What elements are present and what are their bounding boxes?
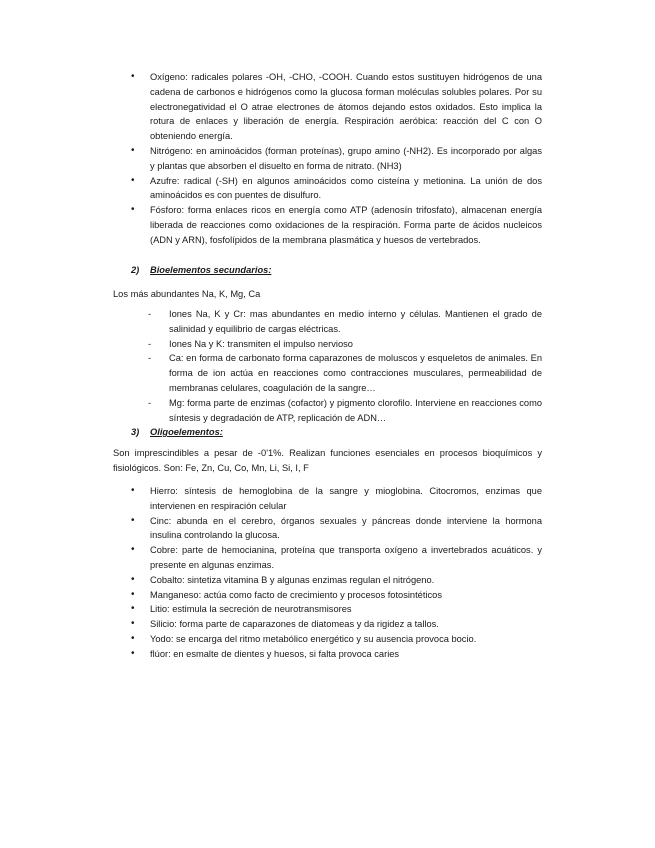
list-item: • Litio: estimula la secreción de neurotransmisores [131, 602, 542, 617]
list-item: - Ca: en forma de carbonato forma caparazones de moluscos y esqueletos de animales. En forma de ion actúa en reacciones como contracciones musculares, permeabilidad de membranas celulares, coagulación de la sangre… [148, 351, 542, 395]
paragraph: Son imprescindibles a pesar de -0'1%. Realizan funciones esenciales en procesos bioquímicos y fisiológicos. Son: Fe, Zn, Cu, Co, Mn, Li, Si, I, F [113, 448, 542, 473]
list-item: • Manganeso: actúa como facto de crecimiento y procesos fotosintéticos [131, 588, 542, 603]
section-heading-secondary [131, 263, 271, 278]
list-item: • Hierro: síntesis de hemoglobina de la sangre y mioglobina. Citocromos, enzimas que intervienen en respiración celular [131, 484, 542, 514]
list-item: - Iones Na y K: transmiten el impulso nervioso [148, 337, 542, 352]
paragraph: Los más abundantes Na, K, Mg, Ca [113, 289, 261, 299]
oligoelements-list [131, 484, 542, 662]
list-item: • Nitrógeno: en aminoácidos (forman proteínas), grupo amino (-NH2). Es incorporado por algas y plantas que absorben el disuelto en forma de nitrato. (NH3) [131, 144, 542, 174]
list-item: • Cobre: parte de hemocianina, proteína que transporta oxígeno a invertebrados acuáticos. y presente en algunas enzimas. [131, 543, 542, 573]
list-item: - Iones Na, K y Cr: mas abundantes en medio interno y células. Mantienen el grado de salinidad y equilibrio de cargas eléctricas. [148, 307, 542, 337]
list-item: • Fósforo: forma enlaces ricos en energía como ATP (adenosín trifosfato), almacenan energía liberada de reacciones como oxidaciones de la respiración. Forma parte de ácidos nucleicos (ADN y ARN), fosfolípidos de la membrana plasmática y huesos de vertebrados. [131, 203, 542, 247]
list-item: • Oxígeno: radicales polares -OH, -CHO, -COOH. Cuando estos sustituyen hidrógenos de una cadena de carbonos e hidrógenos como la glucosa forman moléculas solubles polares. Por su electronegatividad el O atrae electrones de átomos dejando estos oxidados. Esto implica la rotura de enlaces y liberación de energía. Respiración aeróbica: reacción del C con O obteniendo energía. [131, 70, 542, 144]
section-heading-oligo [131, 425, 223, 440]
list-item: • Yodo: se encarga del ritmo metabólico energético y su ausencia provoca bocio. [131, 632, 542, 647]
section-number: 3) [131, 427, 140, 437]
list-item: • Cinc: abunda en el cerebro, órganos sexuales y páncreas donde interviene la hormona insulina controlando la glucosa. [131, 514, 542, 544]
list-item: • Silicio: forma parte de caparazones de diatomeas y da rigidez a tallos. [131, 617, 542, 632]
section-number: 2) [131, 265, 140, 275]
list-item: - Mg: forma parte de enzimas (cofactor) y pigmento clorofilo. Interviene en reacciones como síntesis y degradación de ATP, replicación de ADN… [148, 396, 542, 426]
secondary-elements-list [148, 307, 542, 425]
list-item: • Cobalto: sintetiza vitamina B y algunas enzimas regulan el nitrógeno. [131, 573, 542, 588]
list-item: • flúor: en esmalte de dientes y huesos, si falta provoca caries [131, 647, 542, 662]
section-title: Bioelementos secundarios: [150, 265, 272, 275]
primary-elements-list [131, 70, 542, 248]
list-item: • Azufre: radical (-SH) en algunos aminoácidos como cisteína y metionina. La unión de dos aminoácidos es con puentes de disulfuro. [131, 174, 542, 204]
section-title: Oligoelementos: [150, 427, 223, 437]
